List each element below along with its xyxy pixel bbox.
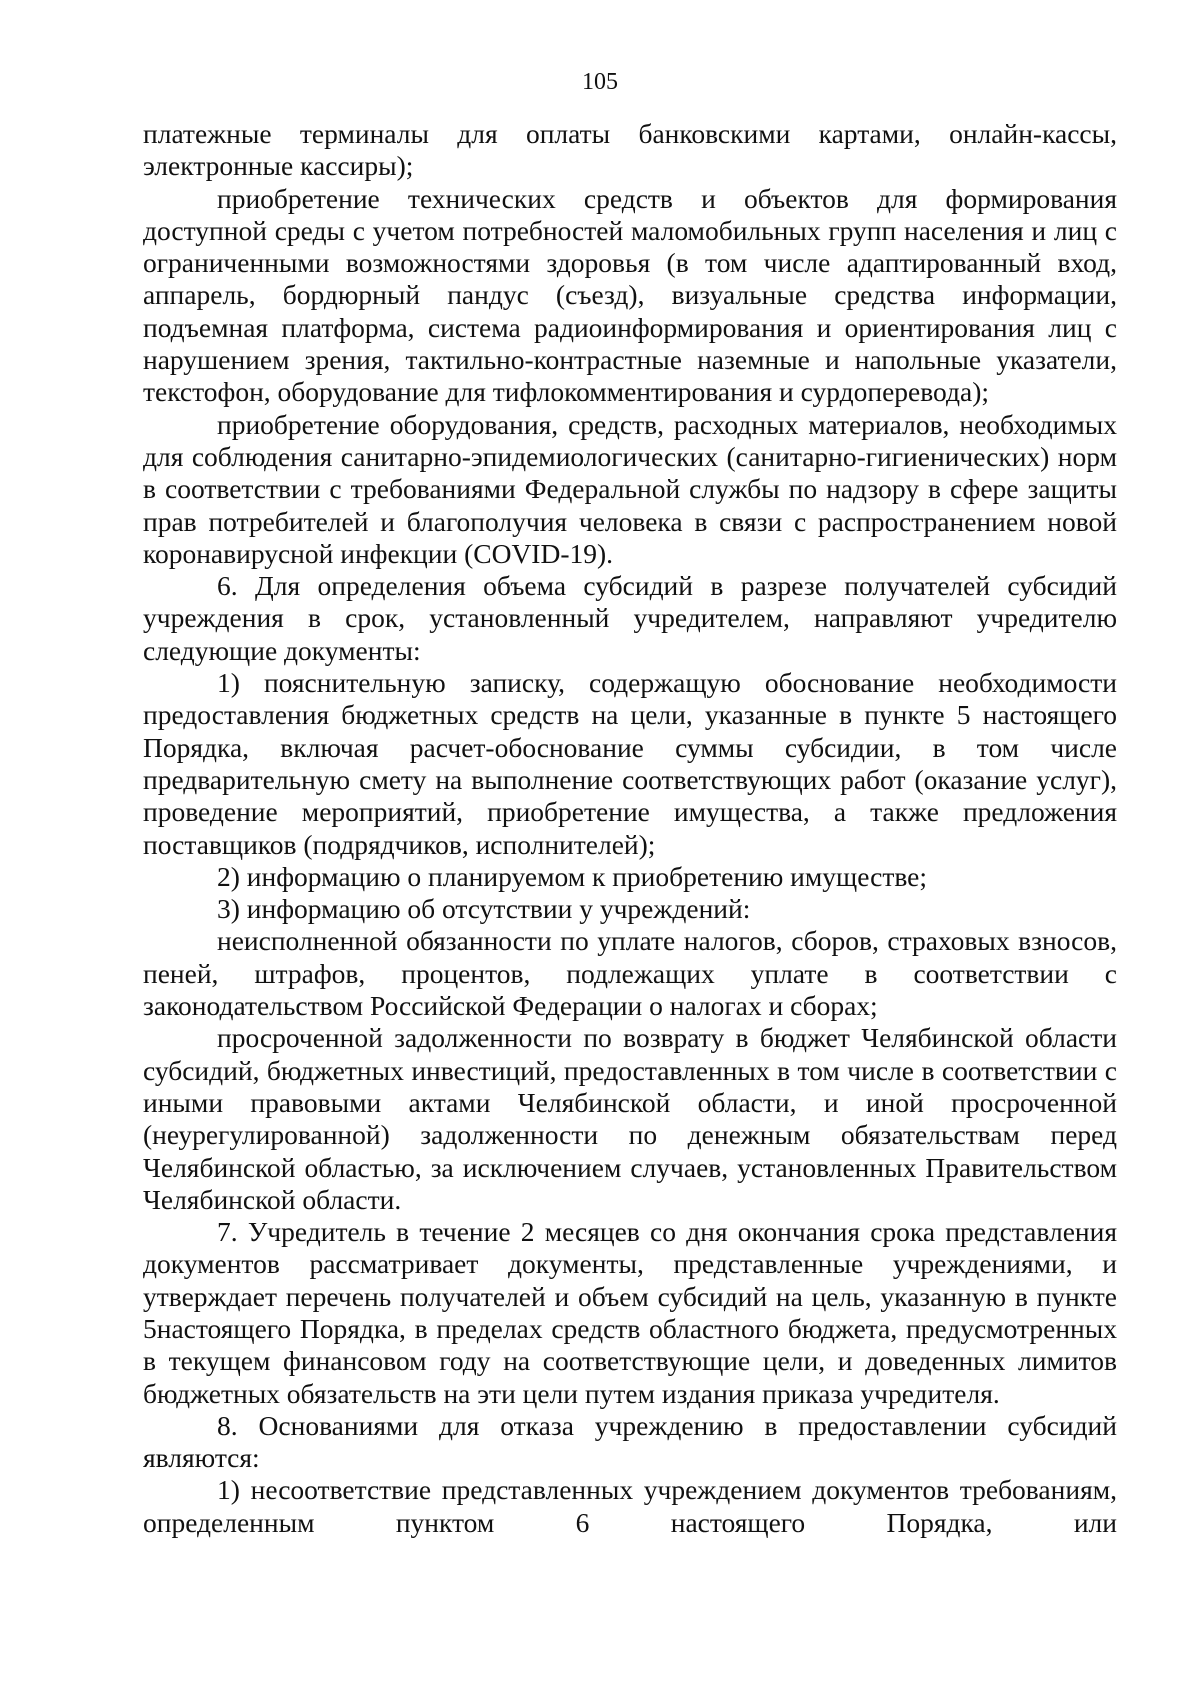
paragraph-item-2-property-info: 2) информацию о планируемом к приобретению имуществе; — [217, 860, 928, 892]
document-body — [143, 118, 1117, 1539]
paragraph-unfulfilled-obligations: неисполненной обязанности по уплате налогов, сборов, страховых взносов, пеней, штрафов, процентов, подлежащих уплате в соответствии с законодательством Российской Федерации о налогах и сборах; — [143, 925, 1117, 1022]
paragraph-accessible-environment: приобретение технических средств и объектов для формирования доступной среды с учетом потребностей маломобильных групп населения и лиц с ограниченными возможностями здоровья (в том числе адаптированный вход, аппарель, бордюрный пандус (съезд), визуальные средства информации, подъемная платформа, система радиоинформирования и ориентирования лиц с нарушением зрения, тактильно-контрастные наземные и напольные указатели, текстофон, оборудование для тифлокомментирования и сурдоперевода); — [143, 182, 1117, 408]
paragraph-section-7: 7. Учредитель в течение 2 месяцев со дня окончания срока представления документов рассматривает документы, представленные учреждениями, и утверждает перечень получателей и объем субсидий на цель, указанную в пункте 5настоящего Порядка, в пределах средств областного бюджета, предусмотренных в текущем финансовом году на соответствующие цели, и доведенных лимитов бюджетных обязательств на эти цели путем издания приказа учредителя. — [143, 1216, 1117, 1409]
paragraph-section-8: 8. Основаниями для отказа учреждению в предоставлении субсидий являются: — [143, 1409, 1117, 1474]
paragraph-section-6: 6. Для определения объема субсидий в разрезе получателей субсидий учреждения в срок, установленный учредителем, направляют учредителю следующие документы: — [143, 570, 1117, 666]
paragraph-overdue-debt: просроченной задолженности по возврату в бюджет Челябинской области субсидий, бюджетных инвестиций, предоставленных в том числе в соответствии с иными правовыми актами Челябинской области, и иной просроченной (неурегулированной) задолженности по денежным обязательствам перед Челябинской областью, за исключением случаев, установленных Правительством Челябинской области. — [143, 1022, 1117, 1215]
paragraph-item-1-explanatory-note: 1) пояснительную записку, содержащую обоснование необходимости предоставления бюджетных средств на цели, указанные в пункте 5 настоящего Порядка, включая расчет-обоснование суммы субсидии, в том числе предварительную смету на выполнение соответствующих работ (оказание услуг), проведение мероприятий, приобретение имущества, а также предложения поставщиков (подрядчиков, исполнителей); — [143, 667, 1117, 860]
paragraph-payment-terminals: платежные терминалы для оплаты банковскими картами, онлайн-кассы, электронные кассиры); — [143, 118, 1117, 182]
paragraph-refusal-item-1: 1) несоответствие представленных учреждением документов требованиям, определенным пунктом 6 настоящего Порядка, или — [143, 1474, 1117, 1538]
paragraph-sanitary-equipment: приобретение оборудования, средств, расходных материалов, необходимых для соблюдения санитарно-эпидемиологических (санитарно-гигиенических) норм в соответствии с требованиями Федеральной службы по надзору в сфере защиты прав потребителей и благополучия человека в связи с распространением новой коронавирусной инфекции (COVID-19). — [143, 408, 1117, 569]
page-number: 105 — [582, 69, 618, 95]
paragraph-item-3-absence-info: 3) информацию об отсутствии у учреждений: — [217, 893, 751, 925]
